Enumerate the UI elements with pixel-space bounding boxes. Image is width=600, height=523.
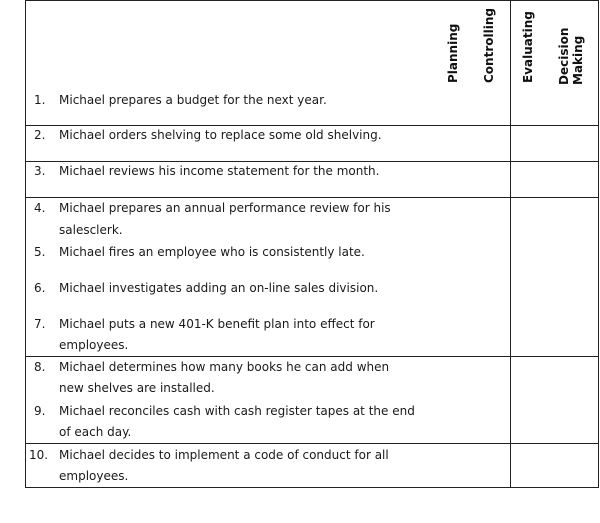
item-text: Michael decides to implement a code of conduct for all: [59, 448, 389, 462]
column-divider: [510, 1, 511, 487]
item-number: 8.: [34, 360, 46, 374]
item-text: Michael fires an employee who is consistently late.: [59, 245, 365, 259]
item-number: 1.: [34, 93, 46, 107]
item-text: Michael prepares an annual performance review for his: [59, 201, 391, 215]
item-number: 6.: [34, 281, 46, 295]
item-text: Michael reconciles cash with cash register tapes at the end: [59, 404, 415, 418]
item-text-line2: of each day.: [59, 425, 132, 439]
item-text: Michael orders shelving to replace some old shelving.: [59, 128, 382, 142]
item-text-line2: salesclerk.: [59, 223, 123, 237]
item-number: 4.: [34, 201, 46, 215]
header-decision-making: [557, 28, 585, 85]
item-text: Michael puts a new 401-K benefit plan into effect for: [59, 317, 375, 331]
item-number: 3.: [34, 164, 46, 178]
item-number: 10.: [29, 448, 49, 462]
header-decision-line1: Decision: [557, 27, 571, 85]
header-planning: Planning: [446, 23, 460, 83]
item-text: Michael prepares a budget for the next year.: [59, 93, 327, 107]
header-decision-line2: Making: [571, 35, 585, 85]
header-controlling: Controlling: [482, 8, 496, 83]
header-evaluating: Evaluating: [521, 11, 535, 83]
item-text-line2: employees.: [59, 469, 129, 483]
item-text-line2: employees.: [59, 338, 129, 352]
item-text-line2: new shelves are installed.: [59, 381, 215, 395]
activity-classification-table: [25, 0, 599, 488]
item-number: 9.: [34, 404, 46, 418]
item-number: 2.: [34, 128, 46, 142]
item-text: Michael investigates adding an on-line sales division.: [59, 281, 379, 295]
item-number: 5.: [34, 245, 46, 259]
item-text: Michael reviews his income statement for the month.: [59, 164, 380, 178]
item-text: Michael determines how many books he can add when: [59, 360, 390, 374]
item-number: 7.: [34, 317, 46, 331]
